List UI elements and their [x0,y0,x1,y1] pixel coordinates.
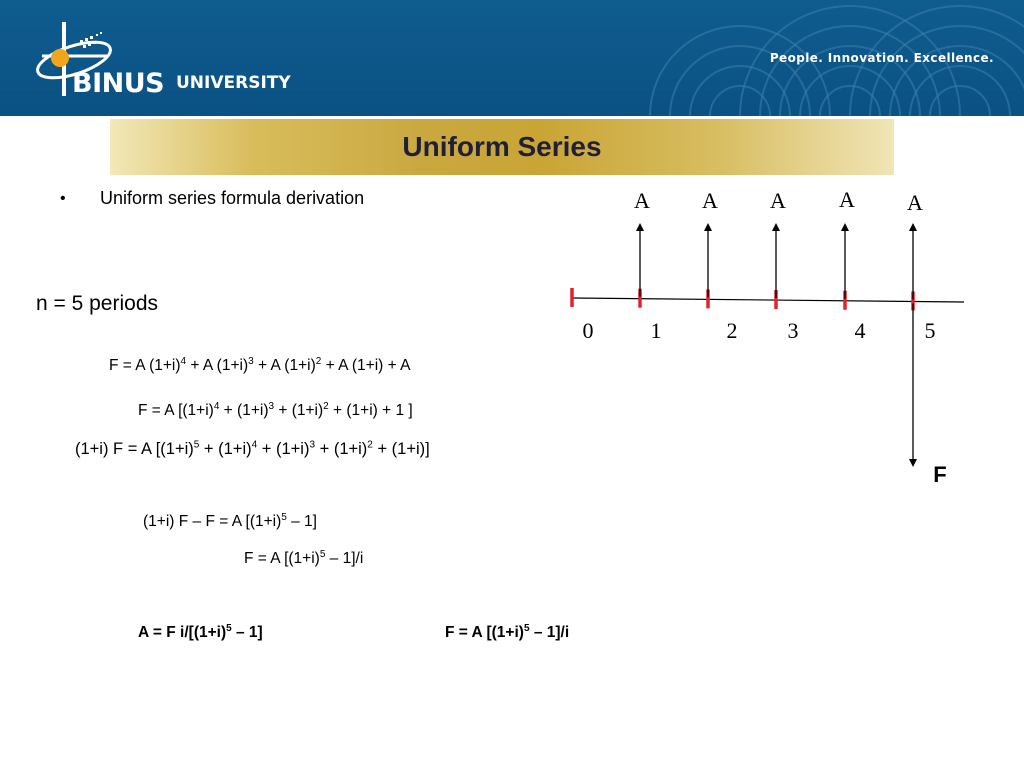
period-label-3: 3 [787,318,799,343]
payment-arrow-5 [909,223,917,231]
equation-text: + (1+i) [219,402,269,419]
equation-text: + (1+i) [199,440,252,458]
result-formula-a [138,624,263,642]
equation-text: F = A [(1+i) [445,624,524,641]
equation-text: + (1+i) + 1 ] [328,402,413,419]
equation-text: + (1+i)] [372,440,430,458]
exponent: 4 [251,439,258,451]
equation-4 [143,513,317,531]
equation-text: (1+i) F – F = A [(1+i) [143,513,282,530]
title-band [110,119,894,175]
exponent: 5 [281,511,287,523]
period-label-4: 4 [854,318,866,343]
equation-5 [244,550,363,568]
time-axis [572,298,964,302]
logo-text: BINUS [72,68,165,99]
equation-text: – 1]/i [325,550,364,567]
binus-logo [30,18,300,102]
bullet-text: Uniform series formula derivation [100,188,365,208]
payment-label-a: A [634,188,650,213]
equation-text: + A (1+i) [186,357,249,374]
exponent: 5 [523,622,530,634]
payment-label-a: A [839,187,855,212]
exponent: 4 [180,355,187,367]
equation-text: A = F i/[(1+i) [138,624,227,641]
payment-label-a: A [907,190,923,215]
period-label-1: 1 [650,318,662,343]
header-banner [0,0,1024,116]
equation-3 [75,440,430,459]
equation-2 [138,402,413,420]
period-label-2: 2 [726,318,738,343]
exponent: 5 [193,439,200,451]
tagline: People. Innovation. Excellence. [769,51,994,65]
payment-arrow-4 [841,223,849,231]
slide-title: Uniform Series [402,131,602,162]
exponent: 3 [309,439,316,451]
payment-label-a: A [770,188,786,213]
result-formula-f [445,624,569,642]
equation-text: F = A [(1+i) [244,550,320,567]
equation-text: + (1+i) [315,440,368,458]
payment-label-a: A [702,188,718,213]
equation-text: (1+i) F = A [(1+i) [75,440,194,458]
equation-text: F = A (1+i) [109,357,181,374]
exponent: 2 [323,400,329,412]
equation-text: – 1] [231,624,263,641]
equation-text: – 1] [286,513,317,530]
future-arrow-head [909,459,917,467]
period-label-5: 5 [924,318,936,343]
periods-text: n = 5 periods [36,292,159,315]
exponent: 3 [268,400,275,412]
exponent: 5 [319,548,326,560]
cash-flow-diagram [560,185,980,495]
equation-text: + A (1+i) + A [321,357,411,374]
payment-arrow-2 [704,223,712,231]
logo-subtext: UNIVERSITY [176,73,291,93]
exponent: 2 [367,439,373,451]
bullet-marker: • [60,190,66,207]
exponent: 2 [315,355,322,367]
equation-text: F = A [(1+i) [138,402,214,419]
equation-text: + (1+i) [257,440,310,458]
equation-text: + A (1+i) [253,357,316,374]
exponent: 4 [213,400,220,412]
equation-1 [109,357,410,375]
exponent: 3 [248,355,254,367]
equation-text: + (1+i) [274,402,324,419]
payment-arrow-1 [636,223,644,231]
payment-arrow-3 [772,223,780,231]
equation-text: – 1]/i [529,624,570,641]
period-label-0: 0 [582,318,594,343]
exponent: 5 [226,622,232,634]
future-label-f: F [933,462,947,487]
